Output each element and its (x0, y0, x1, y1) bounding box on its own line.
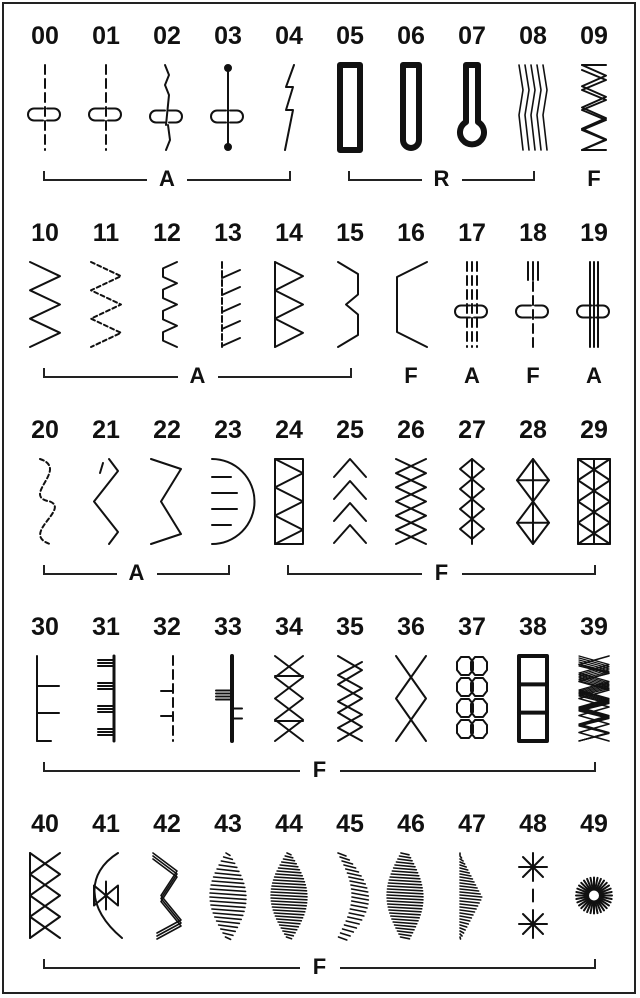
triple-stretch-stitch-icon (150, 65, 182, 150)
stitch-number: 28 (519, 416, 547, 444)
stitch-number: 44 (275, 810, 303, 838)
stitch-number: 11 (92, 219, 120, 247)
eyelet-icon (576, 878, 612, 914)
box-stitch-icon (519, 656, 547, 741)
crescent-stitch-icon (151, 459, 181, 544)
fagoting-stitch-icon (578, 459, 610, 544)
presser-foot-label: F (513, 365, 553, 387)
stitch-number: 21 (92, 416, 120, 444)
stitch-number: 10 (31, 219, 59, 247)
stitch-number: 24 (275, 416, 303, 444)
stitch-number: 18 (519, 219, 547, 247)
stitch-number: 16 (397, 219, 425, 247)
stitch-number: 29 (580, 416, 608, 444)
stitch-number: 03 (214, 22, 242, 50)
overlock-stitch-icon (275, 459, 303, 544)
star-stitch-icon (519, 853, 547, 938)
triangle-satin-icon (460, 853, 482, 939)
presser-foot-label: A (574, 365, 614, 387)
stitch-number: 17 (458, 219, 486, 247)
ric-rac-stitch-icon (94, 459, 118, 544)
stitch-number: 40 (31, 810, 59, 838)
stitch-number: 05 (336, 22, 364, 50)
crescent-satin-icon (338, 853, 368, 940)
stitch-number: 47 (458, 810, 486, 838)
stitch-number: 04 (275, 22, 303, 50)
lightning-stitch-icon (285, 65, 294, 150)
scallop-stitch-icon (212, 459, 255, 544)
honeycomb-stitch-icon (275, 656, 303, 741)
ladder-stitch-icon (37, 656, 59, 741)
bartack-ladder-icon (98, 656, 114, 741)
serpentine-stitch-icon (40, 459, 55, 544)
stitch-number: 12 (153, 219, 181, 247)
stitch-number: 01 (92, 22, 120, 50)
blind-hem-icon (163, 262, 177, 347)
elastic-stitch-icon (397, 262, 427, 347)
stitch-number: 13 (214, 219, 242, 247)
leaf-satin-icon (271, 853, 307, 939)
stitch-number: 08 (519, 22, 547, 50)
stitch-number: 27 (458, 416, 486, 444)
stitch-number: 49 (580, 810, 608, 838)
stretch-blind-hem-icon (222, 262, 240, 347)
stitch-number: 09 (580, 22, 608, 50)
stitch-number: 46 (397, 810, 425, 838)
presser-foot-label: F (300, 759, 340, 781)
stitch-number: 32 (153, 613, 181, 641)
buttonhole-round-icon (403, 65, 419, 148)
presser-foot-label: F (574, 168, 614, 190)
presser-foot-label: A (178, 365, 218, 387)
cross-stitch-icon (396, 459, 426, 544)
stitch-number: 35 (336, 613, 364, 641)
stitch-number: 41 (92, 810, 120, 838)
stitch-number: 48 (519, 810, 547, 838)
blanket-stitch-icon (161, 656, 173, 741)
half-moon-satin-icon (387, 853, 423, 939)
straight-stitch-left-icon (28, 65, 60, 150)
straight-stitch-center-icon (89, 65, 121, 150)
stitch-number: 02 (153, 22, 181, 50)
stitch-number: 14 (275, 219, 303, 247)
tack-stitch-icon (94, 853, 122, 938)
stitch-number: 43 (214, 810, 242, 838)
stitch-number: 06 (397, 22, 425, 50)
stitch-number: 25 (336, 416, 364, 444)
zigzag-stitch-icon (30, 262, 60, 347)
stitch-number: 20 (31, 416, 59, 444)
stitch-number: 19 (580, 219, 608, 247)
buttonhole-square-icon (340, 65, 360, 150)
feather-stitch-icon (334, 459, 366, 543)
bartack-icon (582, 65, 606, 150)
stitch-number: 23 (214, 416, 242, 444)
stitch-number: 31 (92, 613, 120, 641)
stitch-number: 33 (214, 613, 242, 641)
buttonhole-keyhole-icon (460, 65, 484, 144)
presser-foot-label: A (117, 562, 157, 584)
stretch-buttonhole-icon (519, 65, 547, 150)
presser-foot-label: R (422, 168, 462, 190)
stitch-number: 42 (153, 810, 181, 838)
smocking-stitch-icon (338, 656, 362, 741)
diamond-chain-icon (460, 459, 484, 544)
stitch-number: 30 (31, 613, 59, 641)
basting-stitch-icon (211, 65, 243, 150)
triple-straight-center-icon (516, 262, 548, 347)
greek-key-icon (30, 853, 60, 938)
three-step-zigzag-icon (91, 262, 121, 347)
lattice-stitch-icon (579, 656, 609, 741)
presser-foot-label: F (422, 562, 462, 584)
hexagon-stitch-icon (457, 657, 487, 738)
stitch-number: 37 (458, 613, 486, 641)
presser-foot-label: F (300, 956, 340, 978)
decorative-diamond-icon (517, 459, 549, 544)
stitch-number: 00 (31, 22, 59, 50)
oval-satin-icon (210, 853, 246, 939)
stitch-number: 34 (275, 613, 303, 641)
stitch-number: 07 (458, 22, 486, 50)
presser-foot-label: A (452, 365, 492, 387)
presser-foot-label: A (147, 168, 187, 190)
heavy-blanket-stitch-icon (216, 656, 242, 741)
wave-satin-icon (153, 853, 181, 939)
stitch-number: 36 (397, 613, 425, 641)
stitch-number: 15 (336, 219, 364, 247)
stitch-number: 26 (397, 416, 425, 444)
stitch-number: 45 (336, 810, 364, 838)
presser-foot-label: F (391, 365, 431, 387)
stitch-number: 39 (580, 613, 608, 641)
stitch-number: 38 (519, 613, 547, 641)
x-stitch-icon (396, 656, 426, 741)
triple-straight-right-icon (577, 262, 609, 347)
overcast-stitch-icon (275, 262, 303, 347)
triple-straight-left-icon (455, 262, 487, 347)
stitch-number: 22 (153, 416, 181, 444)
shell-tuck-icon (338, 262, 358, 347)
